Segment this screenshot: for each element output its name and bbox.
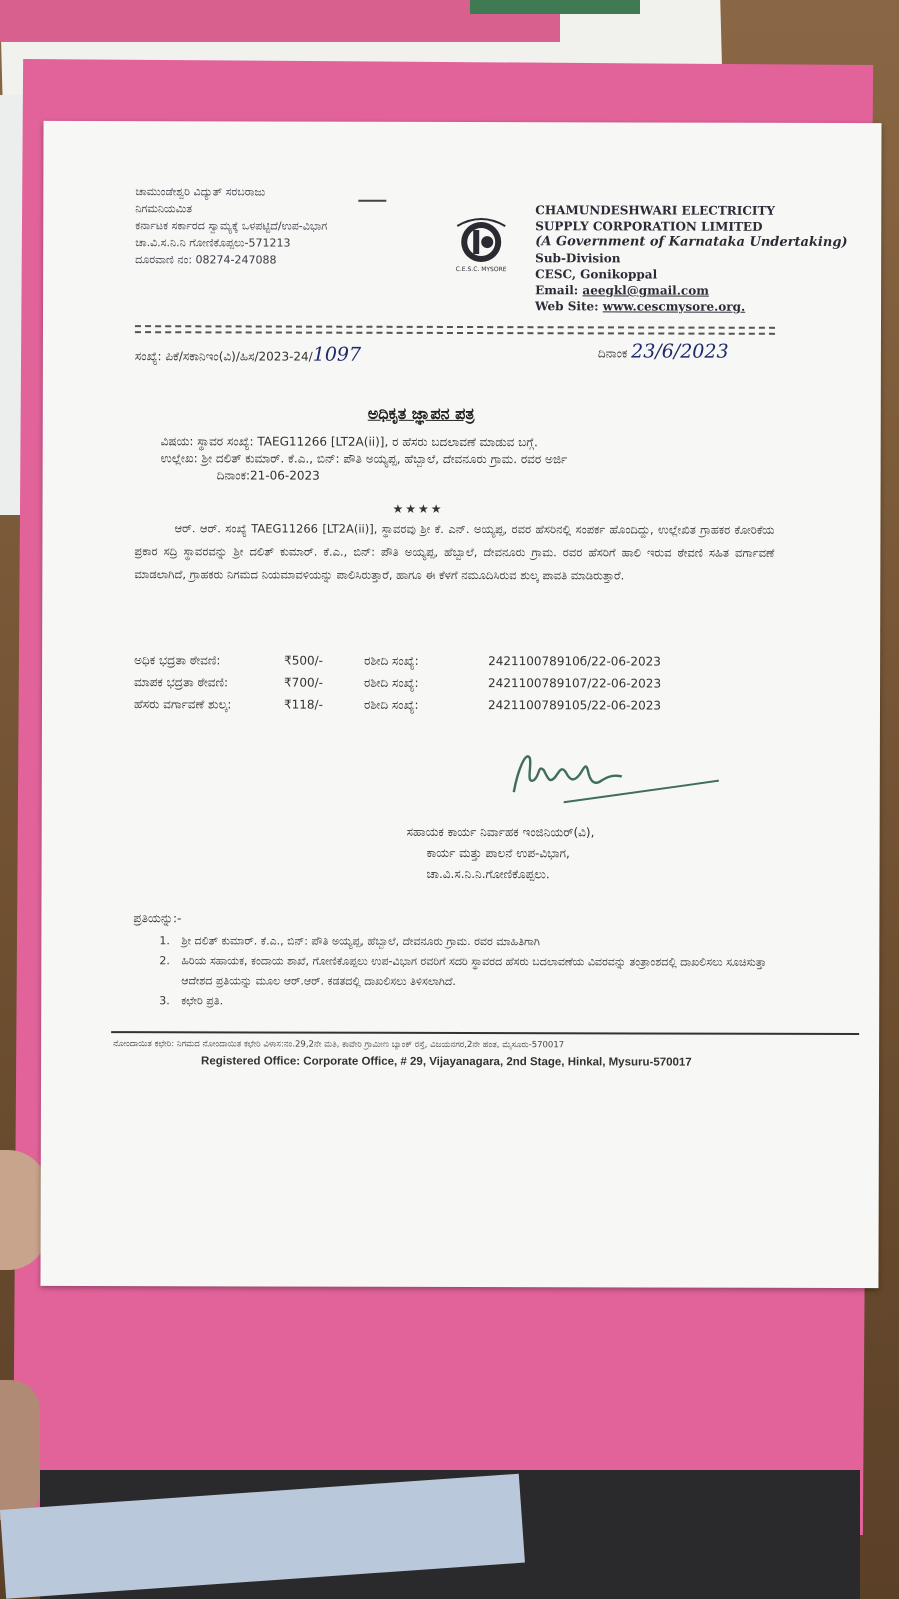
header-divider (135, 325, 775, 329)
reference-printed: ಸಂಖ್ಯೆ: ಪಿಕೆ/ಸಕಾನಿಇಂ(ವಿ)/ಹಿಸ/2023-24/ (134, 349, 313, 364)
fee-row (134, 671, 661, 694)
receipt-number: 2421100789105/22-06-2023 (487, 698, 662, 713)
footer-kannada-address: ನೋಂದಾಯಿತ ಕಛೇರಿ: ನಿಗಮದ ನೋಂದಾಯಿತ ಕಛೇರಿ ವಿಳಾಸ:ನಂ.29,2ನೇ ಮತಿ, ಕಾವೇರಿ ಗ್ರಾಮೀಣ ಬ್ಯಾಂಕ್ ರಸ್ತೆ, ವಿಜಯನಗರ,2ನೇ ಹಂತ, ಮೈಸೂರು-570017 (113, 1039, 565, 1051)
email-label: Email: (535, 283, 579, 298)
background-green-file (470, 0, 640, 14)
date-handwritten: 23/6/2023 (631, 340, 729, 363)
list-item (159, 951, 779, 993)
receipt-label: ರಶೀದಿ ಸಂಖ್ಯೆ: (364, 653, 419, 668)
designation-line: ಚಾ.ವಿ.ಸ.ನಿ.ನಿ.ಗೋಣಿಕೊಪ್ಪಲು. (426, 866, 550, 882)
fee-amount: ₹500/- (284, 653, 324, 668)
fee-label: ಮಾಪಕ ಭದ್ರತಾ ಠೇವಣಿ: (134, 675, 229, 690)
body-paragraph: ಆರ್. ಆರ್. ಸಂಖ್ಯೆ TAEG11266 [LT2A(ii)], ಸ್ಥಾವರವು ಶ್ರೀ ಕೆ. ಎನ್. ಅಯ್ಯಪ್ಪ, ರವರ ಹೆಸರಿನಲ್ಲಿ ಸಂಪರ್ಕ ಹೊಂದಿದ್ದು, ಉಲ್ಲೇಖಿತ ಗ್ರಾಹಕರ ಕೋರಿಕೆಯ ಪ್ರಕಾರ ಸದ್ರಿ ಸ್ಥಾವರವನ್ನು ಶ್ರೀ ದಲಿತ್ ಕುಮಾರ್. ಕೆ.ಎ., ಬಿನ್: ಪೌತಿ ಅಯ್ಯಪ್ಪ, ಹೆಬ್ಬಾಲೆ, ದೇವನೂರು ಗ್ರಾಮ. ರವರ ಹೆಸರಿಗೆ ಹಾಲಿ ಇರುವ ಠೇವಣಿ ಸಹಿತ ವರ್ಗಾವಣೆ ಮಾಡಲಾಗಿದೆ, ಗ್ರಾಹಕರು ನಿಗಮದ ನಿಯಮಾವಳಿಯನ್ನು ಪಾಲಿಸಿರುತ್ತಾರೆ, ಹಾಗೂ ಈ ಕೆಳಗೆ ನಮೂದಿಸಿರುವ ಶುಲ್ಕ ಪಾವತಿ ಮಾಡಿರುತ್ತಾರೆ. (134, 521, 775, 583)
copy-number: 1. (159, 934, 170, 948)
office-location: CESC, Gonikoppal (535, 267, 658, 282)
copy-number: 2. (159, 954, 170, 968)
website-link[interactable]: www.cescmysore.org. (602, 299, 746, 314)
fee-row (134, 649, 661, 672)
letterhead-dash (358, 200, 386, 202)
kannada-letterhead-line: ದೂರವಾಣಿ ನಂ: 08274-247088 (135, 253, 277, 267)
memo-date (598, 340, 729, 362)
signatory-designation (407, 822, 595, 885)
company-name-line2: SUPPLY CORPORATION LIMITED (535, 219, 763, 234)
sub-division-label: Sub-Division (535, 251, 621, 266)
list-item (159, 931, 779, 953)
designation-line: ಸಹಾಯಕ ಕಾರ್ಯ ನಿರ್ವಾಹಕ ಇಂಜಿನಿಯರ್(ವಿ), (406, 824, 595, 840)
list-item (159, 991, 779, 1013)
email-link[interactable]: aeegkl@gmail.com (582, 283, 709, 298)
copies-list (159, 931, 779, 1013)
fee-label: ಅಧಿಕ ಭದ್ರತಾ ಠೇವಣಿ: (134, 653, 221, 668)
memo-document (40, 121, 881, 1288)
kannada-letterhead-line: ಕರ್ನಾಟಕ ಸರ್ಕಾರದ ಸ್ವಾಮ್ಯಕ್ಕೆ ಒಳಪಟ್ಟಿದೆ/ಉಪ-ವಿಭಾಗ (135, 219, 328, 233)
copies-label: ಪ್ರತಿಯನ್ನು:- (133, 911, 182, 926)
reference-date: ದಿನಾಂಕ:21-06-2023 (216, 468, 320, 483)
company-name-line1: CHAMUNDESHWARI ELECTRICITY (535, 203, 776, 218)
kannada-letterhead-line: ಚಾ.ವಿ.ಸ.ನಿ.ನಿ ಗೋಣಿಕೊಪ್ಪಲು-571213 (135, 236, 291, 250)
receipt-label: ರಶೀದಿ ಸಂಖ್ಯೆ: (363, 697, 419, 712)
memo-title: ಅಧಿಕೃತ ಜ್ಞಾಪನ ಪತ್ರ (367, 403, 475, 424)
fee-amount: ₹700/- (284, 675, 323, 690)
website-label: Web Site: (535, 299, 599, 314)
reference-handwritten: 1097 (312, 343, 362, 366)
copy-text: ಕಛೇರಿ ಪ್ರತಿ. (181, 994, 224, 1008)
government-undertaking: (A Government of Karnataka Undertaking) (535, 234, 848, 251)
fee-amount: ₹118/- (283, 697, 323, 712)
footer-divider (111, 1031, 859, 1035)
copy-text: ಶ್ರೀ ದಲಿತ್ ಕುಮಾರ್. ಕೆ.ಎ., ಬಿನ್: ಪೌತಿ ಅಯ್ಯಪ್ಪ, ಹೆಬ್ಬಾಲೆ, ದೇವನೂರು ಗ್ರಾಮ. ರವರ ಮಾಹಿತಿಗಾಗಿ (181, 934, 540, 949)
english-letterhead (535, 202, 855, 315)
date-label: ದಿನಾಂಕ (597, 346, 628, 361)
reference-line: ಉಲ್ಲೇಖ: ಶ್ರೀ ದಲಿತ್ ಕುಮಾರ್. ಕೆ.ಎ., ಬಿನ್: ಪೌತಿ ಅಯ್ಯಪ್ಪ, ಹೆಬ್ಬಾಲೆ, ದೇವನೂರು ಗ್ರಾಮ. ರವರ ಅರ್ಜಿ (160, 451, 568, 467)
header-divider-second (135, 331, 775, 335)
copy-number: 3. (159, 994, 170, 1008)
subject-line: ವಿಷಯ: ಸ್ಥಾವರ ಸಂಖ್ಯೆ: TAEG11266 [LT2A(ii)], ರ ಹೆಸರು ಬದಲಾವಣೆ ಮಾಡುವ ಬಗ್ಗೆ. (160, 434, 538, 450)
cesc-logo-icon (451, 214, 511, 274)
kannada-letterhead-line: ನಿಗಮನಿಯಮಿತ (135, 202, 193, 216)
receipt-number: 242110078910б/22-06-2023 (488, 654, 661, 669)
copy-text: ಹಿರಿಯ ಸಹಾಯಕ, ಕಂದಾಯ ಶಾಖೆ, ಗೋಣಿಕೊಪ್ಪಲು ಉಪ-ವಿಭಾಗ ರವರಿಗೆ ಸದರಿ ಸ್ಥಾವರದ ಹೆಸರು ಬದಲಾವಣೆಯ ವಿವರವನ್ನು ತಂತ್ರಾಂಶದಲ್ಲಿ ದಾಖಲಿಸಲು ಸೂಚಿಸುತ್ತಾ ಆದೇಶದ ಪ್ರತಿಯನ್ನು ಮೂಲ ಆರ್.ಆರ್. ಕಡತದಲ್ಲಿ ದಾಖಲಿಸಲು ತಿಳಿಸಲಾಗಿದೆ. (181, 954, 767, 988)
finger (0, 1380, 40, 1520)
subject-block (161, 433, 568, 485)
fee-label: ಹೆಸರು ವರ್ಗಾವಣೆ ಶುಲ್ಕ: (133, 697, 232, 712)
fee-row (134, 693, 661, 716)
kannada-letterhead (135, 183, 455, 269)
fee-table (134, 649, 661, 716)
designation-line: ಕಾರ್ಯ ಮತ್ತು ಪಾಲನೆ ಉಪ-ವಿಭಾಗ, (426, 845, 570, 861)
receipt-number: 2421100789107/22-06-2023 (488, 676, 662, 691)
kannada-letterhead-line: ಚಾಮುಂಡೇಶ್ವರಿ ವಿದ್ಯುತ್ ಸರಬರಾಜು (135, 185, 266, 199)
separator-stars: ★★★★ (392, 501, 444, 516)
footer-english-address: Registered Office: Corporate Office, # 29, Vijayanagara, 2nd Stage, Hinkal, Mysuru-570017 (201, 1055, 692, 1069)
reference-number (135, 343, 361, 366)
receipt-label: ರಶೀದಿ ಸಂಖ್ಯೆ: (364, 675, 419, 690)
logo-caption: C.E.S.C. MYSORE (455, 265, 507, 274)
signature-icon (504, 740, 724, 811)
